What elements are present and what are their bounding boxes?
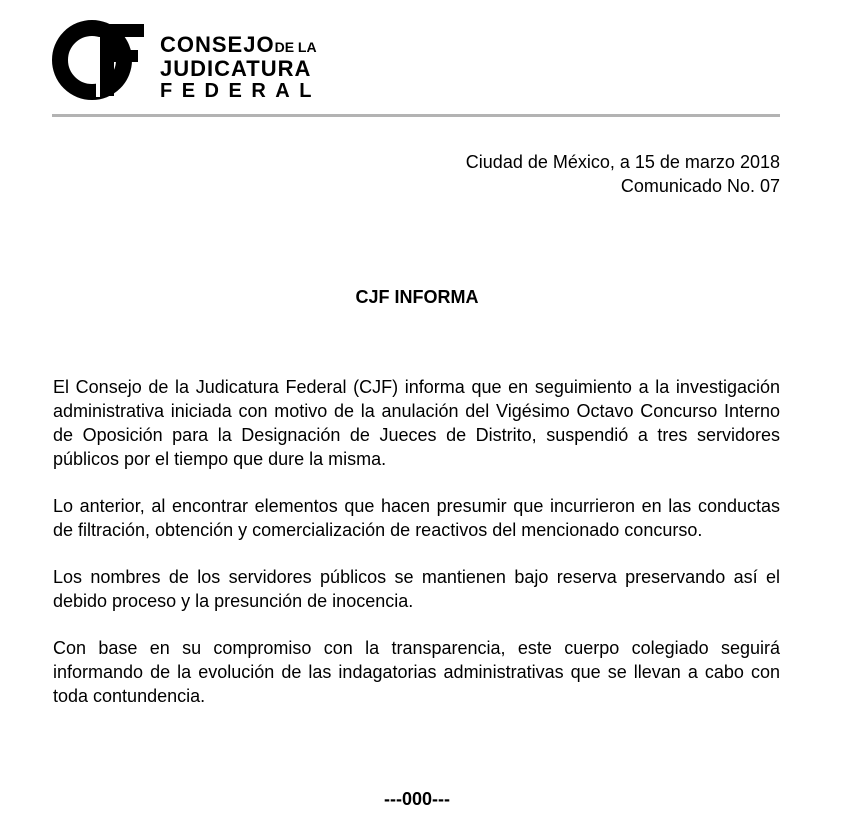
bulletin-number: Comunicado No. 07 (620, 176, 780, 196)
institution-name-line2: JUDICATURA (160, 56, 312, 81)
paragraph: Con base en su compromiso con la transparencia, este cuerpo colegiado seguirá informando de la evolución de las indagatorias administrativas que se llevan a cabo con toda contundencia. (53, 638, 780, 706)
paragraph: Lo anterior, al encontrar elementos que hacen presumir que incurrieron en las conductas de filtración, obtención y comercialización de reactivos del mencionado concurso. (53, 496, 780, 540)
institution-name (160, 34, 350, 102)
paragraph: Los nombres de los servidores públicos se mantienen bajo reserva preservando así el debido proceso y la presunción de inocencia. (53, 567, 780, 611)
dateline (466, 150, 780, 198)
paragraph: El Consejo de la Judicatura Federal (CJF) informa que en seguimiento a la investigación administrativa iniciada con motivo de la anulación del Vigésimo Octavo Concurso Interno de Oposición para la Designación de Jueces de Distrito, suspendió a tres servidores públicos por el tiempo que dure la misma. (53, 377, 780, 469)
letterhead (52, 20, 352, 100)
header-divider (52, 114, 780, 117)
closing-mark: ---000--- (384, 789, 450, 809)
institution-name-consejo: CONSEJO (160, 32, 275, 57)
institution-name-line3: FEDERAL (160, 80, 321, 102)
institution-name-line1 (160, 34, 350, 58)
cjf-logo-icon (52, 20, 146, 100)
institution-name-de-la: DE LA (274, 39, 317, 55)
place-date: Ciudad de México, a 15 de marzo 2018 (465, 152, 780, 172)
document-body (53, 375, 780, 731)
document-title: CJF INFORMA (355, 287, 479, 307)
